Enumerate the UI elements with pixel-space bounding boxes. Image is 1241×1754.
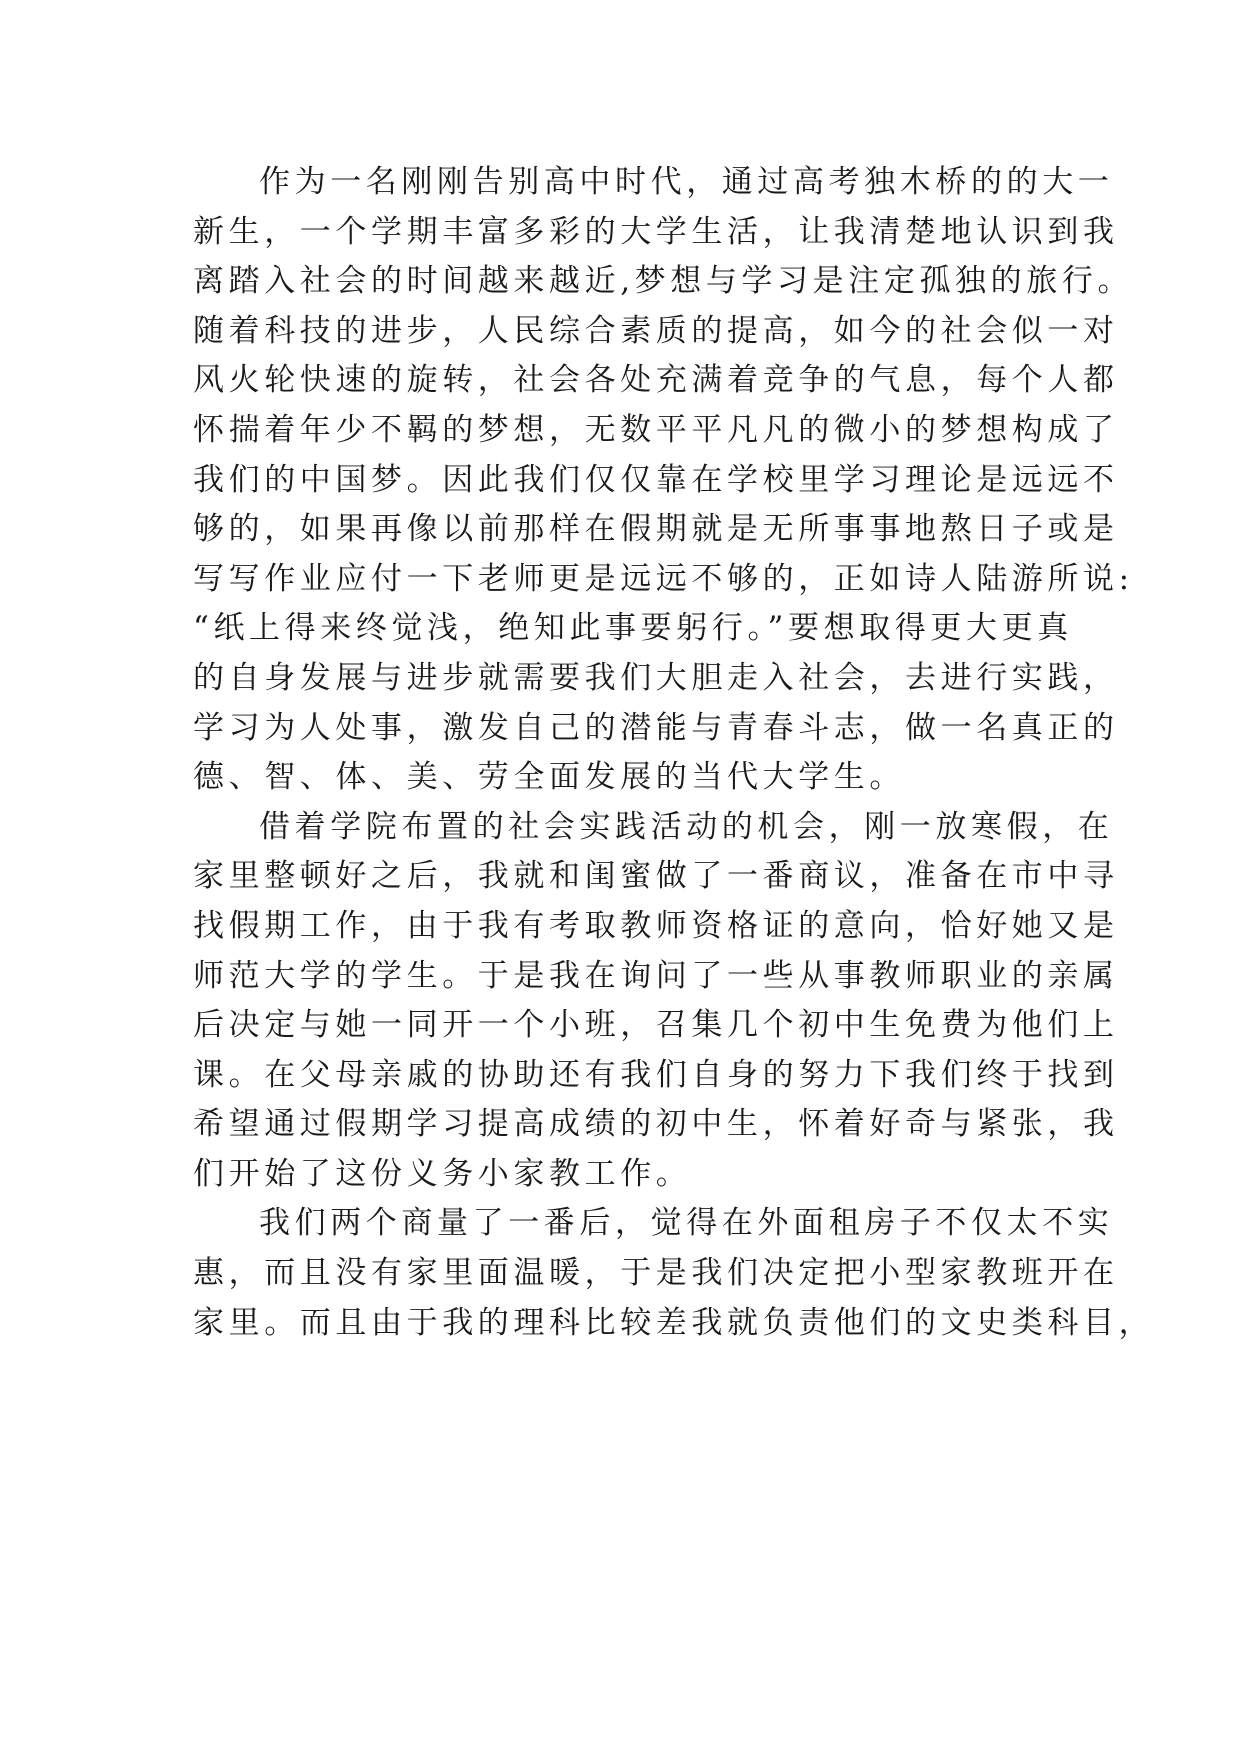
text-line: 家里。而且由于我的理科比较差我就负责他们的文史类科目， [193,1304,1155,1341]
text-line: 风火轮快速的旋转，社会各处充满着竞争的气息，每个人都 [193,362,1119,399]
text-line: 德、智、体、美、劳全面发展的当代大学生。 [193,759,905,796]
text-line: 借着学院布置的社会实践活动的机会，刚一放寒假，在 [259,808,1114,845]
paragraph-2 [193,803,1119,1200]
text-line: 怀揣着年少不羁的梦想，无数平平凡凡的微小的梦想构成了 [193,411,1119,448]
text-line: 随着科技的进步，人民综合素质的提高，如今的社会似一对 [193,312,1119,349]
text-line: 学习为人处事，激发自己的潜能与青春斗志，做一名真正的 [193,709,1119,746]
text-line: 希望通过假期学习提高成绩的初中生，怀着好奇与紧张，我 [193,1106,1119,1143]
paragraph-1 [193,158,1134,803]
text-line: 够的，如果再像以前那样在假期就是无所事事地熬日子或是 [193,511,1119,548]
text-line: 的自身发展与进步就需要我们大胆走入社会，去进行实践， [193,659,1119,696]
text-line: 离踏入社会的时间越来越近,梦想与学习是注定孤独的旅行。 [193,263,1134,300]
text-line: 惠，而且没有家里面温暖，于是我们决定把小型家教班开在 [193,1255,1119,1292]
body-text [193,158,1155,1348]
text-line: 新生，一个学期丰富多彩的大学生活，让我清楚地认识到我 [193,213,1119,250]
text-line: 后决定与她一同开一个小班，召集几个初中生免费为他们上 [193,1007,1119,1044]
text-line: 写写作业应付一下老师更是远远不够的，正如诗人陆游所说: [193,560,1134,597]
text-line: 我们两个商量了一番后，觉得在外面租房子不仅太不实 [259,1205,1114,1242]
text-line: 家里整顿好之后，我就和闺蜜做了一番商议，准备在市中寻 [193,858,1119,895]
text-line: 们开始了这份义务小家教工作。 [193,1155,692,1192]
text-line: “纸上得来终觉浅，绝知此事要躬行。”要想取得更大更真 [193,610,1073,647]
text-line: 我们的中国梦。因此我们仅仅靠在学校里学习理论是远远不 [193,461,1119,498]
text-line: 师范大学的学生。于是我在询问了一些从事教师职业的亲属 [193,957,1119,994]
paragraph-3 [193,1199,1155,1348]
text-line: 找假期工作，由于我有考取教师资格证的意向，恰好她又是 [193,907,1119,944]
text-line: 作为一名刚刚告别高中时代，通过高考独木桥的的大一 [259,164,1114,200]
text-line: 课。在父母亲戚的协助还有我们自身的努力下我们终于找到 [193,1056,1119,1093]
